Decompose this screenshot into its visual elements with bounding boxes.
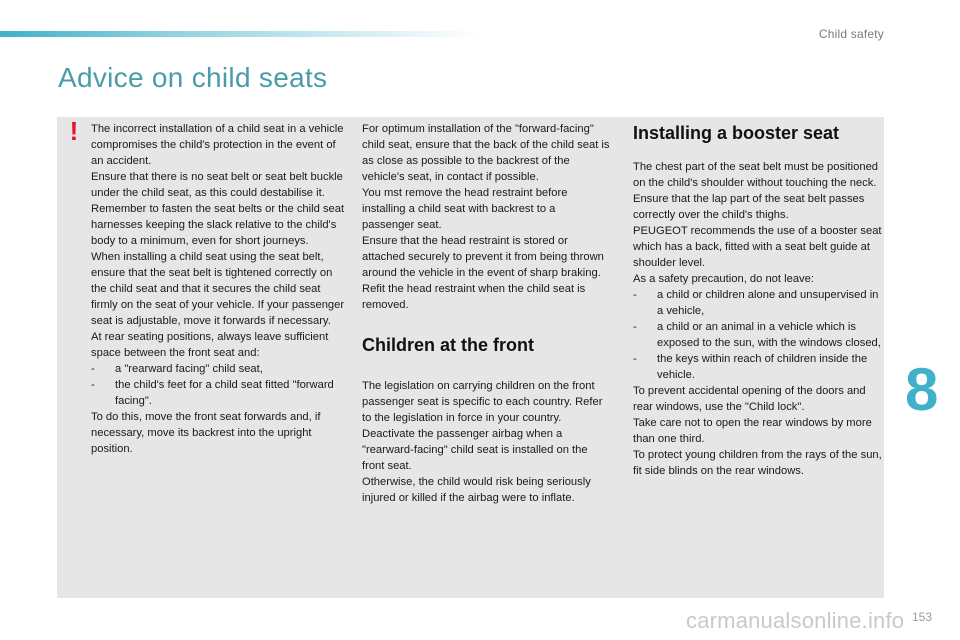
page-number: 153 [912,610,933,624]
warning-paragraph: Ensure that there is no seat belt or seat belt buckle under the child seat, as this could destabilise it. [91,171,343,199]
watermark: carmanualsonline.info [686,608,905,633]
list-item-text: a child or an animal in a vehicle which is exposed to the sun, with the windows closed, [657,321,881,349]
children-front-paragraph: Deactivate the passenger airbag when a "rearward-facing" child seat is installed on the front seat. [362,428,588,472]
children-front-heading: Children at the front [362,335,534,355]
warning-column [91,121,345,457]
booster-paragraph: Take care not to open the rear windows by more than one third. [633,417,872,445]
booster-list-item [633,319,887,351]
booster-list-item [633,351,887,383]
list-item-text: the keys within reach of children inside the vehicle. [657,353,868,381]
header-accent-bar [0,31,480,37]
warning-paragraph: The incorrect installation of a child seat in a vehicle compromises the child's protection in the event of an accident. [91,123,344,167]
forward-facing-paragraph: Ensure that the head restraint is stored or attached securely to prevent it from being thrown around the vehicle in the event of sharp braking. Refit the head restraint when the child seat is removed. [362,235,604,311]
page-title: Advice on child seats [58,62,328,93]
booster-column [633,121,887,479]
chapter-number: 8 [905,356,939,423]
children-front-paragraph: The legislation on carrying children on the front passenger seat is specific to each country. Refer to the legislation in force in your country. [362,380,603,424]
middle-column [362,121,610,506]
warning-paragraph: To do this, move the front seat forwards and, if necessary, move its backrest into the upright position. [91,411,321,455]
booster-paragraph: PEUGEOT recommends the use of a booster seat which has a back, fitted with a seat belt guide at shoulder level. [633,225,882,269]
list-dash: - [91,379,95,391]
booster-paragraph: The chest part of the seat belt must be positioned on the child's shoulder without touching the neck. [633,161,879,189]
booster-seat-heading: Installing a booster seat [633,123,840,143]
exclamation-icon: ! [69,116,79,146]
warning-paragraph: When installing a child seat using the seat belt, ensure that the seat belt is tightened correctly on the child seat and that it secures the child seat firmly on the seat of your vehicle. If your passenger seat is adjustable, move it forwards if necessary. [91,251,345,327]
forward-facing-paragraph: You mst remove the head restraint before installing a child seat with backrest to a passenger seat. [362,187,568,231]
warning-paragraph: Remember to fasten the seat belts or the child seat harnesses keeping the slack relative to the child's body to a minimum, even for short journeys. [91,203,345,247]
booster-paragraph: Ensure that the lap part of the seat belt passes correctly over the child's thighs. [633,193,865,221]
list-item-text: a child or children alone and unsupervised in a vehicle, [657,289,879,317]
warning-list-item [91,361,345,377]
children-front-paragraph: Otherwise, the child would risk being seriously injured or killed if the airbag were to inflate. [362,476,591,504]
warning-list-item [91,377,345,409]
list-dash: - [91,363,95,375]
booster-paragraph: To prevent accidental opening of the doors and rear windows, use the "Child lock". [633,385,866,413]
warning-paragraph: At rear seating positions, always leave sufficient space between the front seat and: [91,331,329,359]
list-item-text: a "rearward facing" child seat, [115,363,263,375]
booster-paragraph: To protect young children from the rays of the sun, fit side blinds on the rear windows. [633,449,882,477]
booster-list-item [633,287,887,319]
list-item-text: the child's feet for a child seat fitted "forward facing". [115,379,334,407]
list-dash: - [633,321,637,333]
list-dash: - [633,353,637,365]
booster-paragraph: As a safety precaution, do not leave: [633,273,814,285]
list-dash: - [633,289,637,301]
section-title: Child safety [818,27,884,41]
forward-facing-paragraph: For optimum installation of the "forward-facing" child seat, ensure that the back of the child seat is as close as possible to the backrest of the vehicle's seat, in contact if possible. [362,123,610,183]
